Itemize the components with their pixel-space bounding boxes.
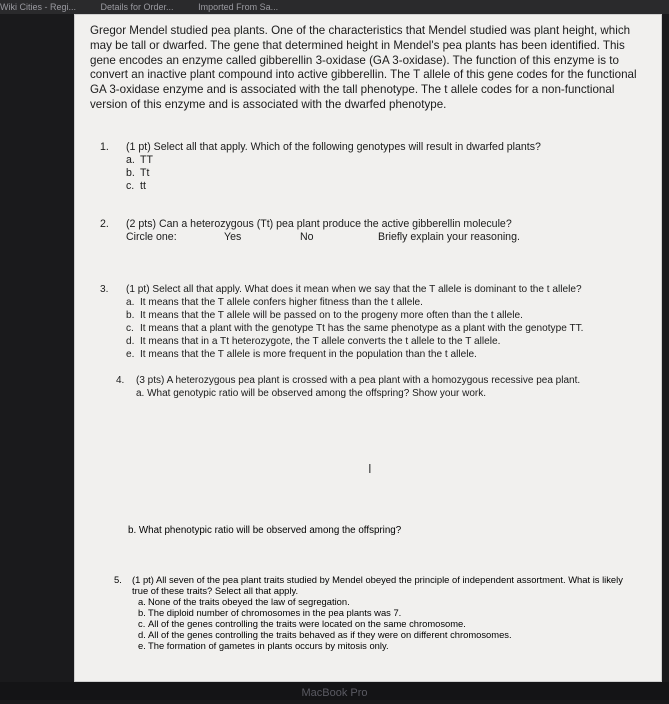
question-text: (1 pt) Select all that apply. What does it mean when we say that the T allele is dominant to the t allele? [126, 284, 582, 295]
explain-prompt: Briefly explain your reasoning. [378, 230, 520, 243]
option-e: e. The formation of gametes in plants occurs by mitosis only. [138, 640, 389, 651]
text-cursor-icon: I [368, 461, 372, 476]
question-1 [100, 141, 650, 194]
question-text: (1 pt) Select all that apply. Which of the following genotypes will result in dwarfed plants? [126, 140, 541, 153]
bookmark-1[interactable]: Wiki Cities - Regi... [0, 2, 77, 12]
question-number: 2. [100, 217, 109, 230]
question-4 [116, 375, 650, 400]
question-text: (3 pts) A heterozygous pea plant is crossed with a pea plant with a homozygous recessive pea plant. [136, 375, 581, 387]
option-c: c. tt [126, 180, 146, 193]
question-5 [114, 574, 624, 651]
option-list [100, 297, 650, 362]
option-d: d. All of the genes controlling the traits behaved as if they were on different chromosomes. [138, 629, 512, 640]
question-number: 1. [100, 140, 109, 153]
worksheet-page [74, 14, 662, 682]
intro-paragraph: Gregor Mendel studied pea plants. One of the characteristics that Mendel studied was plant height, which may be tall or dwarfed. The gene that determined height in Mendel's pea plants has been identified. This gene encodes an enzyme called gibberellin 3-oxidase (GA 3-oxidase). The function of this enzyme is to convert an inactive plant compound into active gibberellin. The T allele of this gene codes for the functional GA 3-oxidase enzyme and is associated with the tall phenotype. The t allele codes for a non-functional version of this enzyme and is associated with the dwarfed phenotype. [90, 24, 637, 111]
no-option: No [300, 230, 314, 243]
question-number: 5. [114, 574, 122, 585]
bookmark-3[interactable]: Imported From Sa... [198, 2, 279, 12]
option-e: e. It means that the T allele is more frequent in the population than the t allele. [126, 348, 477, 360]
laptop-bezel-label: MacBook Pro [0, 682, 669, 700]
question-2 [100, 218, 650, 244]
question-text: (1 pt) All seven of the pea plant traits studied by Mendel obeyed the principle of independent assortment. What is likely true of these traits? Select all that apply. [132, 574, 623, 596]
worksheet-content [90, 24, 650, 400]
bookmark-2[interactable]: Details for Order... [100, 2, 174, 12]
question-text: (2 pts) Can a heterozygous (Tt) pea plant produce the active gibberellin molecule? [126, 217, 512, 230]
option-c: c. It means that a plant with the genotype Tt has the same phenotype as a plant with the genotype TT. [126, 322, 584, 334]
option-list [114, 596, 624, 651]
question-3 [100, 284, 650, 361]
option-b: b. The diploid number of chromosomes in the pea plants was 7. [138, 607, 402, 618]
option-list [100, 154, 650, 194]
yes-option: Yes [224, 230, 242, 243]
option-c: c. All of the genes controlling the traits were located on the same chromosome. [138, 618, 466, 629]
circle-one-label: Circle one: [126, 230, 177, 243]
browser-bookmarks-bar [0, 0, 669, 14]
option-a: a. It means that the T allele confers higher fitness than the t allele. [126, 296, 423, 308]
option-d: d. It means that in a Tt heterozygote, the T allele converts the t allele to the T allele. [126, 335, 501, 347]
question-4a: a. What genotypic ratio will be observed among the offspring? Show your work. [136, 387, 486, 399]
question-4b: b. What phenotypic ratio will be observed among the offspring? [128, 525, 402, 536]
option-a: a. None of the traits obeyed the law of segregation. [138, 596, 350, 607]
option-a: a. TT [126, 153, 153, 166]
circle-one-row [100, 231, 650, 244]
option-b: b. Tt [126, 167, 150, 180]
question-number: 3. [100, 284, 109, 295]
question-number: 4. [116, 375, 125, 387]
option-b: b. It means that the T allele will be passed on to the progeny more often than the t allele. [126, 309, 523, 321]
